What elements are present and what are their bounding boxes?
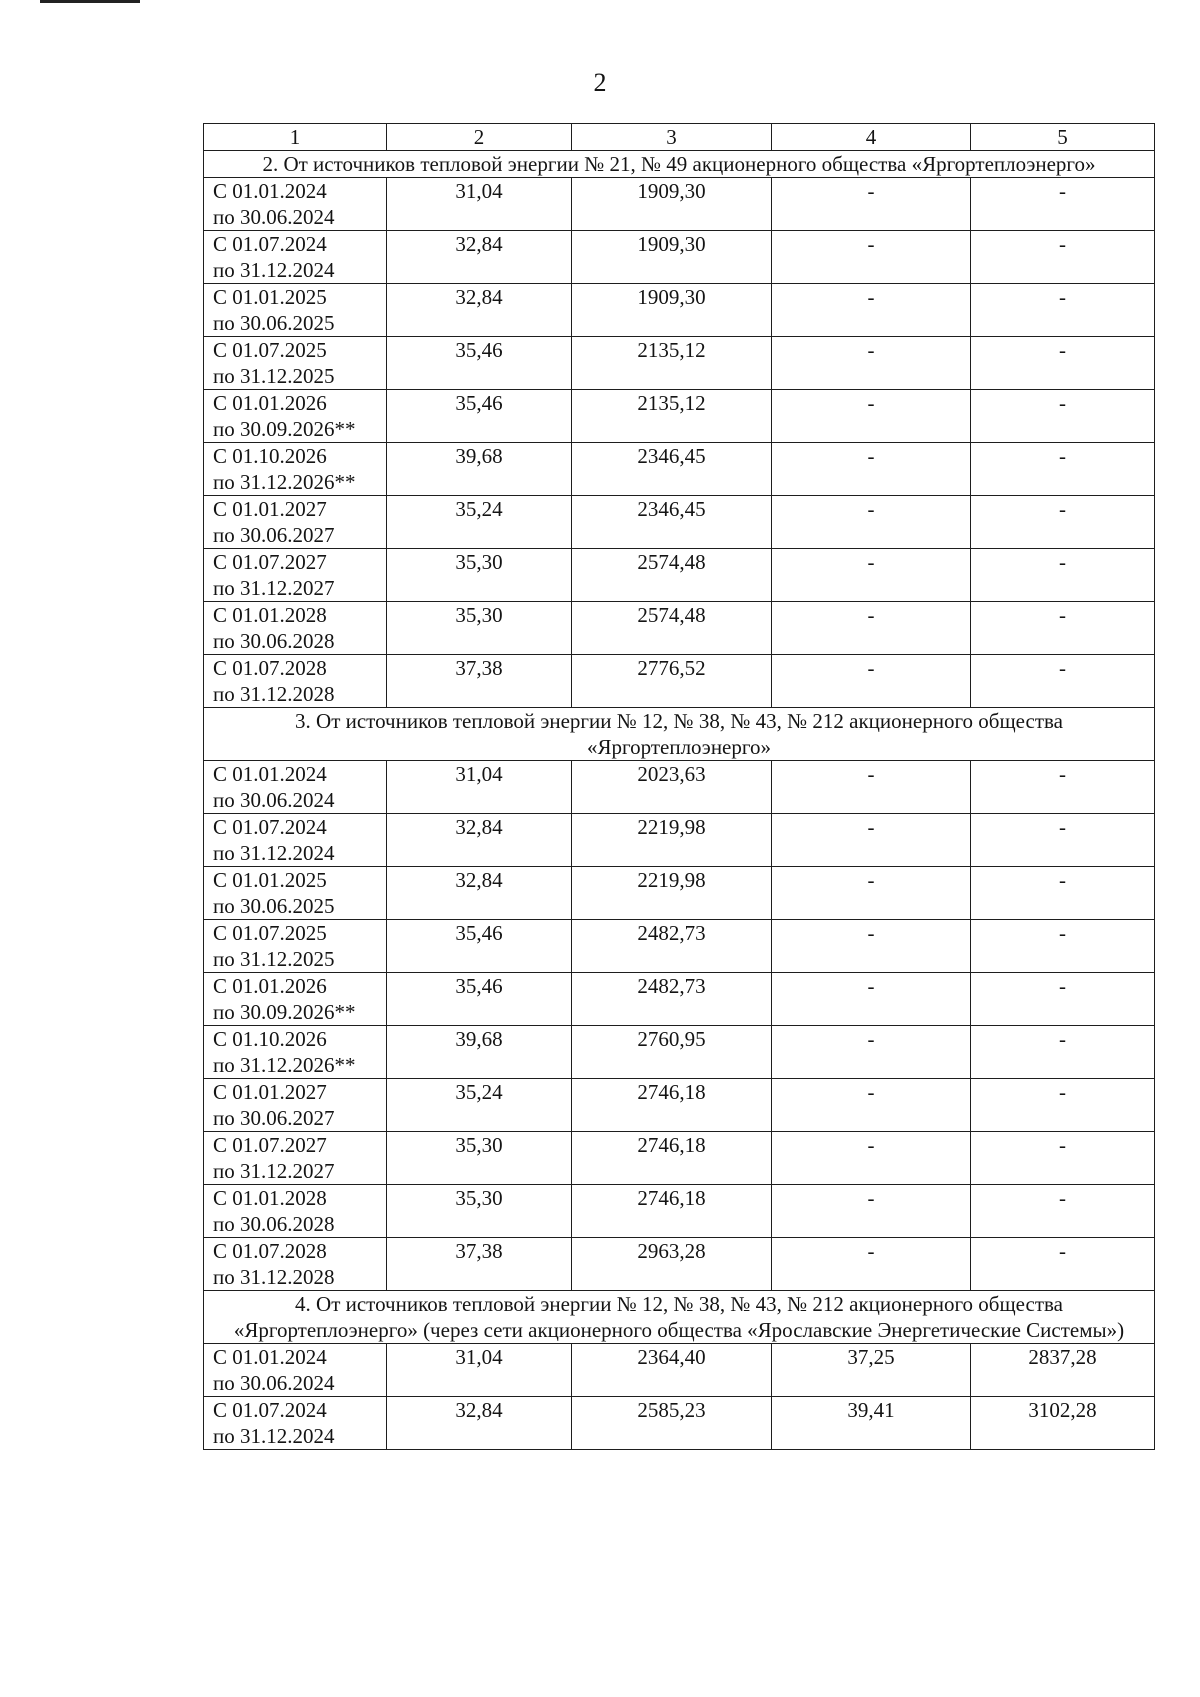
value-col-5: 2837,28: [971, 1344, 1155, 1397]
period-end: по 31.12.2024: [213, 1424, 335, 1448]
period-start: С 01.01.2024: [213, 762, 327, 786]
period-cell: [204, 602, 387, 655]
period-end: по 30.06.2024: [213, 788, 335, 812]
period-end: по 31.12.2024: [213, 258, 335, 282]
value-col-3: 2746,18: [572, 1132, 772, 1185]
value-col-3: 2746,18: [572, 1079, 772, 1132]
value-col-5: -: [971, 655, 1155, 708]
value-col-5: -: [971, 920, 1155, 973]
table-row: [204, 284, 1155, 337]
value-col-5: -: [971, 814, 1155, 867]
period-start: С 01.01.2028: [213, 1186, 327, 1210]
table-row: [204, 602, 1155, 655]
scan-corner-mark: [40, 0, 140, 3]
table-row: [204, 655, 1155, 708]
value-col-2: 35,24: [387, 496, 572, 549]
table-row: [204, 1132, 1155, 1185]
period-end: по 31.12.2027: [213, 576, 335, 600]
period-end: по 30.06.2024: [213, 205, 335, 229]
period-start: С 01.01.2025: [213, 868, 327, 892]
period-cell: [204, 443, 387, 496]
value-col-3: 1909,30: [572, 231, 772, 284]
value-col-5: -: [971, 337, 1155, 390]
value-col-5: -: [971, 761, 1155, 814]
period-cell: [204, 920, 387, 973]
table-row: [204, 496, 1155, 549]
value-col-5: -: [971, 1185, 1155, 1238]
section-title: 4. От источников тепловой энергии № 12, № 38, № 43, № 212 акционерного общества «Яргортеплоэнерго» (через сети акционерного общества «Ярославские Энергетические Системы»): [204, 1291, 1155, 1344]
table-row: [204, 1185, 1155, 1238]
value-col-2: 31,04: [387, 1344, 572, 1397]
value-col-4: -: [772, 1238, 971, 1291]
value-col-3: 2746,18: [572, 1185, 772, 1238]
value-col-4: -: [772, 920, 971, 973]
value-col-4: -: [772, 549, 971, 602]
period-end: по 31.12.2024: [213, 841, 335, 865]
section-heading-row: [204, 708, 1155, 761]
period-start: С 01.07.2027: [213, 1133, 327, 1157]
period-cell: [204, 973, 387, 1026]
value-col-2: 35,30: [387, 1185, 572, 1238]
value-col-2: 39,68: [387, 1026, 572, 1079]
value-col-3: 2760,95: [572, 1026, 772, 1079]
value-col-3: 2574,48: [572, 602, 772, 655]
period-cell: [204, 1238, 387, 1291]
period-start: С 01.07.2028: [213, 656, 327, 680]
period-start: С 01.07.2024: [213, 1398, 327, 1422]
period-end: по 31.12.2026**: [213, 470, 356, 494]
value-col-2: 37,38: [387, 655, 572, 708]
value-col-2: 32,84: [387, 1397, 572, 1450]
period-start: С 01.07.2025: [213, 921, 327, 945]
value-col-5: -: [971, 443, 1155, 496]
table-row: [204, 761, 1155, 814]
value-col-2: 35,30: [387, 549, 572, 602]
page-number: 2: [593, 68, 607, 97]
value-col-4: -: [772, 973, 971, 1026]
value-col-4: -: [772, 178, 971, 231]
period-end: по 30.06.2028: [213, 629, 335, 653]
value-col-3: 2219,98: [572, 867, 772, 920]
period-end: по 31.12.2026**: [213, 1053, 356, 1077]
value-col-3: 2776,52: [572, 655, 772, 708]
value-col-3: 1909,30: [572, 284, 772, 337]
table-row: [204, 1079, 1155, 1132]
period-cell: [204, 496, 387, 549]
value-col-5: -: [971, 496, 1155, 549]
value-col-4: -: [772, 337, 971, 390]
tariff-table: [203, 123, 1155, 1450]
value-col-3: 2346,45: [572, 496, 772, 549]
period-cell: [204, 178, 387, 231]
value-col-4: -: [772, 1132, 971, 1185]
period-end: по 30.09.2026**: [213, 1000, 356, 1024]
period-end: по 30.06.2024: [213, 1371, 335, 1395]
period-start: С 01.07.2024: [213, 232, 327, 256]
value-col-2: 31,04: [387, 761, 572, 814]
table-row: [204, 1026, 1155, 1079]
value-col-5: 3102,28: [971, 1397, 1155, 1450]
table-row: [204, 1238, 1155, 1291]
value-col-5: -: [971, 231, 1155, 284]
value-col-5: -: [971, 1079, 1155, 1132]
period-start: С 01.10.2026: [213, 1027, 327, 1051]
section-title: 2. От источников тепловой энергии № 21, № 49 акционерного общества «Яргортеплоэнерго»: [204, 151, 1155, 178]
period-start: С 01.07.2024: [213, 815, 327, 839]
period-cell: [204, 867, 387, 920]
period-cell: [204, 761, 387, 814]
period-end: по 31.12.2028: [213, 682, 335, 706]
value-col-2: 37,38: [387, 1238, 572, 1291]
value-col-3: 2574,48: [572, 549, 772, 602]
table-row: [204, 178, 1155, 231]
value-col-5: -: [971, 602, 1155, 655]
value-col-3: 1909,30: [572, 178, 772, 231]
value-col-2: 39,68: [387, 443, 572, 496]
column-number-1: 1: [204, 124, 387, 151]
value-col-5: -: [971, 973, 1155, 1026]
table-row: [204, 443, 1155, 496]
value-col-4: -: [772, 496, 971, 549]
value-col-2: 35,24: [387, 1079, 572, 1132]
period-end: по 30.09.2026**: [213, 417, 356, 441]
value-col-4: -: [772, 602, 971, 655]
value-col-5: -: [971, 178, 1155, 231]
period-cell: [204, 284, 387, 337]
period-cell: [204, 1344, 387, 1397]
period-cell: [204, 549, 387, 602]
value-col-4: -: [772, 1079, 971, 1132]
period-cell: [204, 231, 387, 284]
period-start: С 01.01.2024: [213, 179, 327, 203]
value-col-3: 2346,45: [572, 443, 772, 496]
value-col-4: -: [772, 284, 971, 337]
period-cell: [204, 337, 387, 390]
table-row: [204, 814, 1155, 867]
value-col-4: -: [772, 231, 971, 284]
value-col-4: -: [772, 814, 971, 867]
value-col-4: -: [772, 655, 971, 708]
period-cell: [204, 814, 387, 867]
period-cell: [204, 1079, 387, 1132]
value-col-3: 2963,28: [572, 1238, 772, 1291]
period-cell: [204, 1397, 387, 1450]
section-heading-row: [204, 1291, 1155, 1344]
table-row: [204, 337, 1155, 390]
value-col-2: 32,84: [387, 867, 572, 920]
value-col-5: -: [971, 549, 1155, 602]
value-col-4: -: [772, 761, 971, 814]
table-row: [204, 1344, 1155, 1397]
value-col-2: 32,84: [387, 231, 572, 284]
value-col-2: 35,30: [387, 1132, 572, 1185]
period-start: С 01.01.2028: [213, 603, 327, 627]
table-row: [204, 973, 1155, 1026]
period-end: по 31.12.2025: [213, 364, 335, 388]
period-start: С 01.01.2026: [213, 974, 327, 998]
value-col-4: -: [772, 867, 971, 920]
value-col-4: -: [772, 390, 971, 443]
value-col-2: 35,46: [387, 337, 572, 390]
column-number-row: [204, 124, 1155, 151]
period-end: по 30.06.2027: [213, 523, 335, 547]
period-end: по 30.06.2025: [213, 894, 335, 918]
value-col-3: 2219,98: [572, 814, 772, 867]
table-row: [204, 231, 1155, 284]
period-end: по 30.06.2027: [213, 1106, 335, 1130]
period-cell: [204, 1132, 387, 1185]
period-end: по 30.06.2025: [213, 311, 335, 335]
value-col-5: -: [971, 1026, 1155, 1079]
period-start: С 01.07.2025: [213, 338, 327, 362]
period-cell: [204, 655, 387, 708]
value-col-2: 32,84: [387, 814, 572, 867]
table-row: [204, 920, 1155, 973]
value-col-3: 2023,63: [572, 761, 772, 814]
value-col-3: 2364,40: [572, 1344, 772, 1397]
table-row: [204, 1397, 1155, 1450]
table-row: [204, 390, 1155, 443]
section-heading-row: [204, 151, 1155, 178]
value-col-3: 2135,12: [572, 390, 772, 443]
period-cell: [204, 1026, 387, 1079]
value-col-5: -: [971, 390, 1155, 443]
period-start: С 01.01.2025: [213, 285, 327, 309]
column-number-2: 2: [387, 124, 572, 151]
value-col-4: 39,41: [772, 1397, 971, 1450]
column-number-4: 4: [772, 124, 971, 151]
value-col-2: 35,30: [387, 602, 572, 655]
period-start: С 01.07.2027: [213, 550, 327, 574]
period-cell: [204, 1185, 387, 1238]
tariff-table-body: [204, 124, 1155, 1450]
period-start: С 01.01.2026: [213, 391, 327, 415]
table-row: [204, 549, 1155, 602]
value-col-4: 37,25: [772, 1344, 971, 1397]
value-col-2: 32,84: [387, 284, 572, 337]
value-col-3: 2482,73: [572, 973, 772, 1026]
value-col-3: 2482,73: [572, 920, 772, 973]
column-number-5: 5: [971, 124, 1155, 151]
value-col-2: 35,46: [387, 973, 572, 1026]
period-start: С 01.10.2026: [213, 444, 327, 468]
value-col-5: -: [971, 1238, 1155, 1291]
value-col-5: -: [971, 284, 1155, 337]
period-end: по 31.12.2025: [213, 947, 335, 971]
section-title: 3. От источников тепловой энергии № 12, № 38, № 43, № 212 акционерного общества «Яргортеплоэнерго»: [204, 708, 1155, 761]
period-end: по 31.12.2028: [213, 1265, 335, 1289]
value-col-5: -: [971, 867, 1155, 920]
value-col-4: -: [772, 1185, 971, 1238]
value-col-3: 2135,12: [572, 337, 772, 390]
value-col-2: 35,46: [387, 920, 572, 973]
period-start: С 01.01.2027: [213, 497, 327, 521]
period-end: по 30.06.2028: [213, 1212, 335, 1236]
value-col-5: -: [971, 1132, 1155, 1185]
period-end: по 31.12.2027: [213, 1159, 335, 1183]
value-col-3: 2585,23: [572, 1397, 772, 1450]
period-start: С 01.07.2028: [213, 1239, 327, 1263]
value-col-2: 35,46: [387, 390, 572, 443]
value-col-2: 31,04: [387, 178, 572, 231]
value-col-4: -: [772, 443, 971, 496]
period-cell: [204, 390, 387, 443]
period-start: С 01.01.2027: [213, 1080, 327, 1104]
table-row: [204, 867, 1155, 920]
period-start: С 01.01.2024: [213, 1345, 327, 1369]
value-col-4: -: [772, 1026, 971, 1079]
column-number-3: 3: [572, 124, 772, 151]
